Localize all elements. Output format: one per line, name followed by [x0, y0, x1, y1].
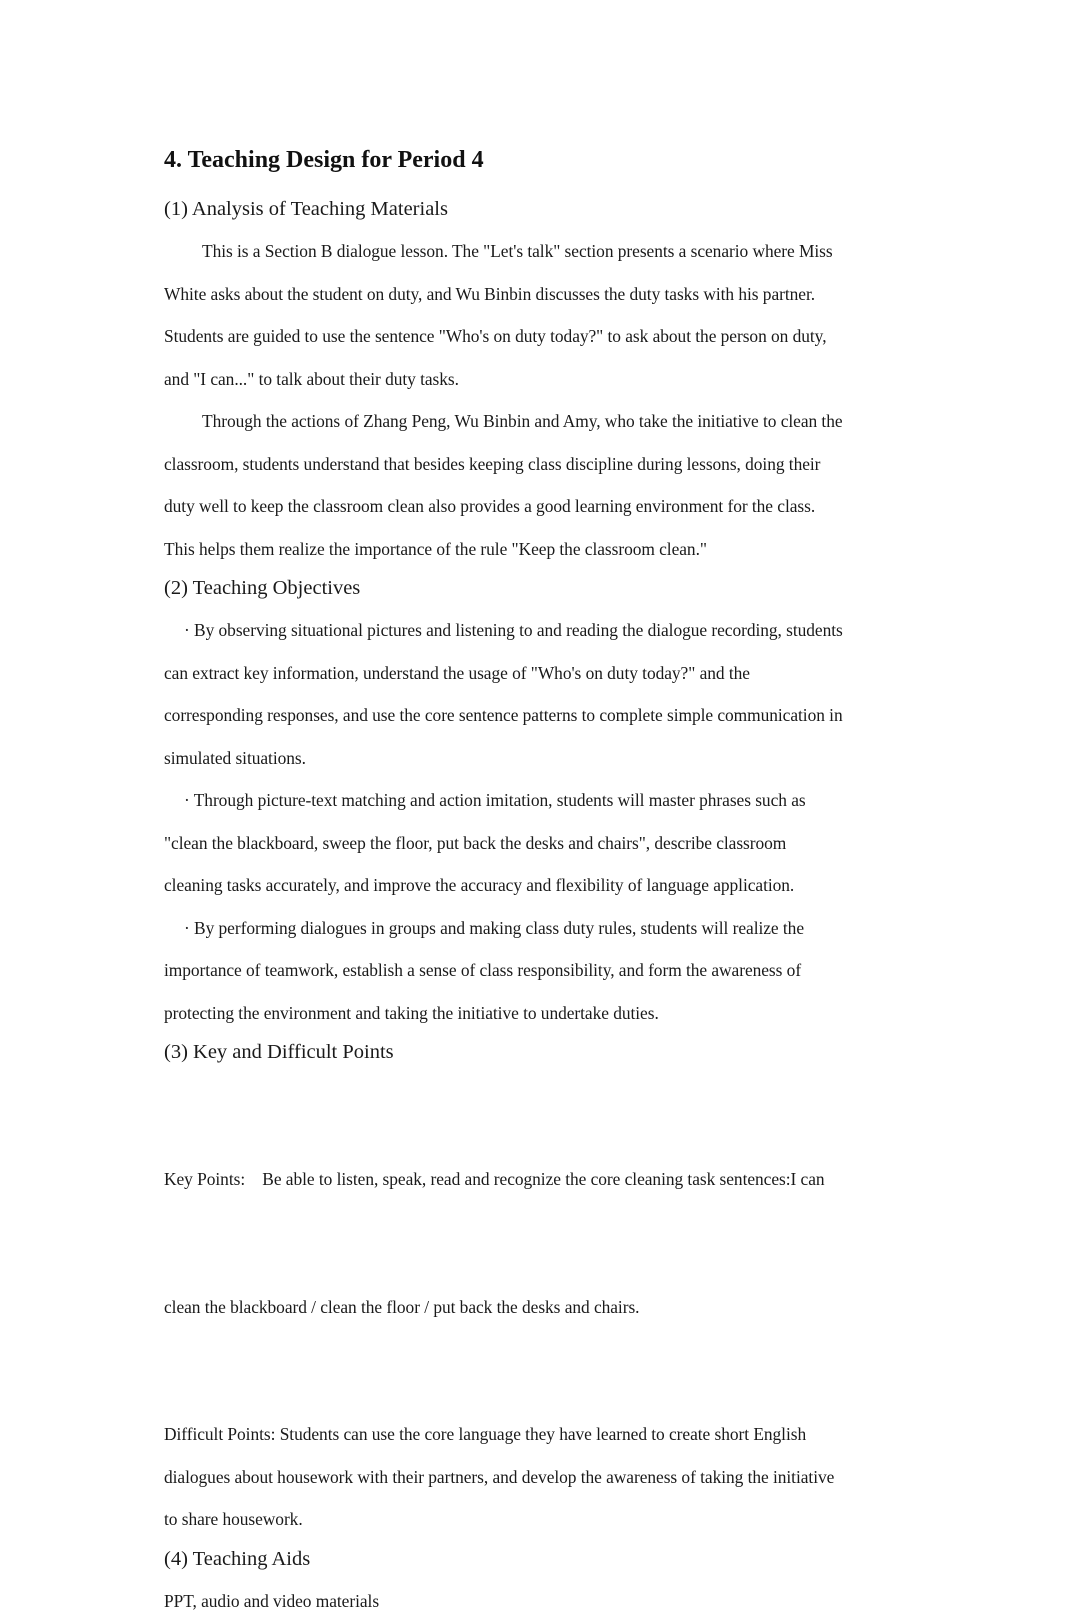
text-line: simulated situations. [164, 737, 924, 780]
key-points-paragraph [164, 1073, 924, 1413]
text-line: Through the actions of Zhang Peng, Wu Binbin and Amy, who take the initiative to clean the [164, 400, 924, 443]
text-line: clean the blackboard / clean the floor / put back the desks and chairs. [164, 1286, 924, 1329]
text-line: "clean the blackboard, sweep the floor, put back the desks and chairs", describe classroom [164, 822, 924, 865]
text-line: · Through picture-text matching and action imitation, students will master phrases such as [164, 779, 924, 822]
paragraph-analysis-1 [164, 230, 924, 400]
objective-item-2 [164, 779, 924, 907]
text-line: This helps them realize the importance of the rule "Keep the classroom clean." [164, 528, 924, 571]
section-analysis [164, 196, 924, 570]
text-line: corresponding responses, and use the core sentence patterns to complete simple communication in [164, 694, 924, 737]
text-line: Difficult Points: Students can use the core language they have learned to create short English [164, 1413, 924, 1456]
text-line: Key Points: Be able to listen, speak, read and recognize the core cleaning task sentences:I can [164, 1158, 924, 1201]
section-heading-key-points: (3) Key and Difficult Points [164, 1039, 924, 1065]
text-line: dialogues about housework with their partners, and develop the awareness of taking the initiative [164, 1456, 924, 1499]
paragraph-analysis-2 [164, 400, 924, 570]
section-heading-objectives: (2) Teaching Objectives [164, 575, 924, 601]
text-line: Students are guided to use the sentence "Who's on duty today?" to ask about the person on duty, [164, 315, 924, 358]
section-heading-teaching-aids: (4) Teaching Aids [164, 1546, 924, 1572]
text-line: White asks about the student on duty, and Wu Binbin discusses the duty tasks with his partner. [164, 273, 924, 316]
text-line: PPT, audio and video materials [164, 1580, 924, 1622]
teaching-aids-paragraph [164, 1580, 924, 1622]
section-key-points [164, 1039, 924, 1541]
text-line: · By performing dialogues in groups and making class duty rules, students will realize the [164, 907, 924, 950]
text-line: classroom, students understand that besides keeping class discipline during lessons, doing their [164, 443, 924, 486]
text-line: to share housework. [164, 1498, 924, 1541]
text-line: protecting the environment and taking the initiative to undertake duties. [164, 992, 924, 1035]
objective-item-3 [164, 907, 924, 1035]
text-line: and "I can..." to talk about their duty tasks. [164, 358, 924, 401]
text-line: cleaning tasks accurately, and improve the accuracy and flexibility of language application. [164, 864, 924, 907]
text-line: · By observing situational pictures and listening to and reading the dialogue recording, students [164, 609, 924, 652]
section-teaching-aids [164, 1546, 924, 1622]
text-line: This is a Section B dialogue lesson. The "Let's talk" section presents a scenario where Miss [164, 230, 924, 273]
page-title: 4. Teaching Design for Period 4 [164, 142, 924, 178]
section-objectives [164, 575, 924, 1034]
objective-item-1 [164, 609, 924, 779]
text-line: importance of teamwork, establish a sense of class responsibility, and form the awareness of [164, 949, 924, 992]
difficult-points-paragraph [164, 1413, 924, 1541]
text-line: duty well to keep the classroom clean also provides a good learning environment for the class. [164, 485, 924, 528]
text-line: can extract key information, understand the usage of "Who's on duty today?" and the [164, 652, 924, 695]
document-page [164, 142, 924, 1622]
section-heading-analysis: (1) Analysis of Teaching Materials [164, 196, 924, 222]
